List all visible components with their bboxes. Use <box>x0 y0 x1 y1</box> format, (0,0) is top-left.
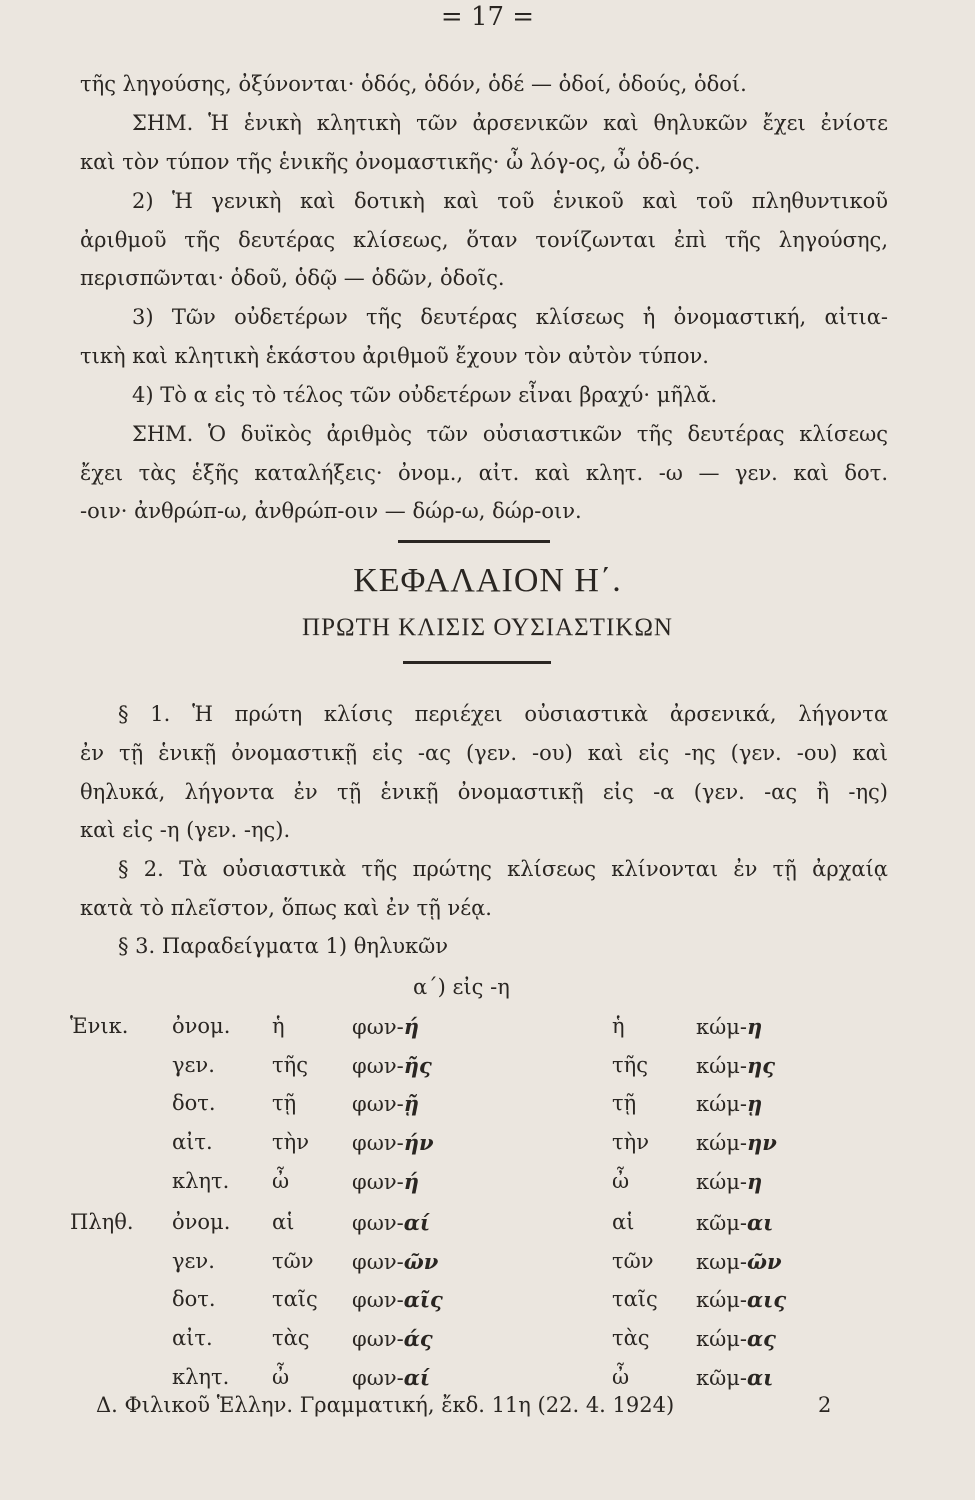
word-stem: κῶμ- <box>696 1366 747 1390</box>
word-stem: φων- <box>352 1015 404 1039</box>
article: τῇ <box>612 1091 637 1115</box>
section-line: ἐν τῇ ἑνικῇ ὀνομαστικῇ εἰς -ας (γεν. -ου) καὶ εἰς -ης (γεν. -ου) καὶ <box>80 741 888 765</box>
declined-word <box>352 1093 419 1115</box>
word-ending: ῶν <box>403 1249 439 1274</box>
declined-word <box>352 1251 438 1273</box>
word-stem: κώμ- <box>696 1288 747 1312</box>
article: τὴν <box>272 1130 309 1154</box>
declined-word <box>352 1016 419 1038</box>
case-label: γεν. <box>172 1249 215 1273</box>
case-label: κλητ. <box>172 1365 230 1389</box>
word-stem: φων- <box>352 1327 404 1351</box>
word-ending: ῃ <box>747 1091 763 1116</box>
case-label: κλητ. <box>172 1169 230 1193</box>
word-stem: κώμ- <box>696 1092 747 1116</box>
declined-word <box>352 1212 430 1234</box>
number-label: Πληθ. <box>70 1210 134 1234</box>
text-line: ἀριθμοῦ τῆς δευτέρας κλίσεως, ὅταν τονίζωνται ἐπὶ τῆς ληγούσης, <box>80 228 888 252</box>
word-ending: ην <box>747 1130 777 1155</box>
word-ending: ή <box>403 1169 419 1194</box>
declined-word <box>352 1055 432 1077</box>
text-line: 2) Ἡ γενικὴ καὶ δοτικὴ καὶ τοῦ ἑνικοῦ καὶ τοῦ πληθυντικοῦ <box>132 189 888 213</box>
text-line: 4) Τὸ α εἰς τὸ τέλος τῶν οὐδετέρων εἶναι βραχύ· μῆλᾰ. <box>132 383 718 407</box>
article: τῆς <box>612 1053 648 1077</box>
declined-word <box>696 1289 786 1311</box>
text-line: 3) Τῶν οὐδετέρων τῆς δευτέρας κλίσεως ἡ ὀνομαστική, αἰτια- <box>132 305 888 329</box>
article: ὦ <box>612 1169 630 1193</box>
declined-word <box>696 1171 762 1193</box>
word-ending: άς <box>403 1326 433 1351</box>
word-stem: κώμ- <box>696 1170 747 1194</box>
word-stem: κώμ- <box>696 1327 747 1351</box>
word-stem: φων- <box>352 1366 404 1390</box>
text-line: τῆς ληγούσης, ὀξύνονται· ὁδός, ὁδόν, ὁδέ — ὁδοί, ὁδούς, ὁδοί. <box>80 72 747 96</box>
section-line: κατὰ τὸ πλεῖστον, ὅπως καὶ ἐν τῇ νέᾳ. <box>80 896 492 920</box>
article: ταῖς <box>272 1287 318 1311</box>
article: αἱ <box>272 1210 295 1234</box>
word-stem: φων- <box>352 1092 404 1116</box>
case-label: γεν. <box>172 1053 215 1077</box>
word-ending: αι <box>747 1210 774 1235</box>
word-ending: ή <box>403 1014 419 1039</box>
word-stem: φων- <box>352 1211 404 1235</box>
declined-word <box>696 1328 776 1350</box>
article: αἱ <box>612 1210 635 1234</box>
declined-word <box>352 1171 419 1193</box>
word-stem: κώμ- <box>696 1054 747 1078</box>
word-stem: κώμ- <box>696 1131 747 1155</box>
page-number: = 17 = <box>440 2 535 32</box>
case-label: δοτ. <box>172 1287 216 1311</box>
declined-word <box>696 1212 773 1234</box>
article: ταῖς <box>612 1287 658 1311</box>
article: ἡ <box>612 1014 625 1038</box>
section-line: § 2. Τὰ οὐσιαστικὰ τῆς πρώτης κλίσεως κλίνονται ἐν τῇ ἀρχαίᾳ <box>118 857 888 881</box>
declined-word <box>352 1367 430 1389</box>
article: ὦ <box>612 1365 630 1389</box>
case-label: αἰτ. <box>172 1130 213 1154</box>
section-line: § 3. Παραδείγματα 1) θηλυκῶν <box>118 934 449 958</box>
word-ending: αῖς <box>403 1287 443 1312</box>
table-subheading: α΄) εἰς -η <box>413 975 510 999</box>
section-line: θηλυκά, λήγοντα ἐν τῇ ἑνικῇ ὀνομαστικῇ εἰς -α (γεν. -ας ἢ -ης) <box>80 780 888 804</box>
word-stem: κῶμ- <box>696 1211 747 1235</box>
article: τῶν <box>272 1249 314 1273</box>
word-stem: φων- <box>352 1288 404 1312</box>
word-stem: φων- <box>352 1170 404 1194</box>
text-line: -οιν· ἀνθρώπ-ω, ἀνθρώπ-οιν — δώρ-ω, δώρ-οιν. <box>80 499 582 523</box>
text-line: ἔχει τὰς ἑξῆς καταλήξεις· ὀνομ., αἰτ. καὶ κλητ. -ω — γεν. καὶ δοτ. <box>80 461 888 485</box>
divider <box>403 661 551 664</box>
word-ending: ῇ <box>403 1091 419 1116</box>
word-ending: ῶν <box>747 1249 782 1274</box>
text-line: ΣΗΜ. Ἡ ἑνικὴ κλητικὴ τῶν ἀρσενικῶν καὶ θηλυκῶν ἔχει ἐνίοτε <box>132 111 888 135</box>
number-label: Ἑνικ. <box>70 1014 129 1038</box>
word-stem: φων- <box>352 1250 404 1274</box>
text-line: τικὴ καὶ κλητικὴ ἑκάστου ἀριθμοῦ ἔχουν τὸν αὐτὸν τύπον. <box>80 344 709 368</box>
footer-signature-mark: 2 <box>818 1393 832 1417</box>
word-ending: αί <box>403 1210 431 1235</box>
word-ending: αί <box>403 1365 431 1390</box>
footer-citation: Δ. Φιλικοῦ Ἑλλην. Γραμματική, ἔκδ. 11η (22. 4. 1924) <box>96 1393 675 1417</box>
word-stem: κώμ- <box>696 1015 747 1039</box>
word-ending: η <box>747 1014 763 1039</box>
article: ὦ <box>272 1169 290 1193</box>
word-ending: αι <box>747 1365 774 1390</box>
word-ending: ῆς <box>403 1053 432 1078</box>
word-ending: αις <box>747 1287 787 1312</box>
declined-word <box>352 1132 434 1154</box>
text-line: ΣΗΜ. Ὁ δυϊκὸς ἀριθμὸς τῶν οὐσιαστικῶν τῆς δευτέρας κλίσεως <box>132 422 888 446</box>
article: τῇ <box>272 1091 297 1115</box>
divider <box>398 540 550 543</box>
declined-word <box>696 1016 762 1038</box>
word-ending: ης <box>747 1053 776 1078</box>
article: τῶν <box>612 1249 654 1273</box>
text-line: περισπῶνται· ὁδοῦ, ὁδῷ — ὁδῶν, ὁδοῖς. <box>80 266 505 290</box>
word-stem: κωμ- <box>696 1250 747 1274</box>
declined-word <box>696 1132 777 1154</box>
word-stem: φων- <box>352 1131 404 1155</box>
declined-word <box>696 1055 775 1077</box>
word-ending: ήν <box>403 1130 434 1155</box>
declined-word <box>352 1328 433 1350</box>
article: ἡ <box>272 1014 285 1038</box>
section-line: § 1. Ἡ πρώτη κλίσις περιέχει οὐσιαστικὰ ἀρσενικά, λήγοντα <box>118 702 888 726</box>
article: τὴν <box>612 1130 649 1154</box>
declined-word <box>696 1093 762 1115</box>
article: τὰς <box>272 1326 310 1350</box>
case-label: αἰτ. <box>172 1326 213 1350</box>
case-label: ὀνομ. <box>172 1014 231 1038</box>
word-ending: ας <box>747 1326 776 1351</box>
chapter-subtitle: ΠΡΩΤΗ ΚΛΙΣΙΣ ΟΥΣΙΑΣΤΙΚΩΝ <box>302 614 673 641</box>
article: ὦ <box>272 1365 290 1389</box>
declined-word <box>352 1289 443 1311</box>
article: τὰς <box>612 1326 650 1350</box>
declined-word <box>696 1367 773 1389</box>
word-stem: φων- <box>352 1054 404 1078</box>
case-label: ὀνομ. <box>172 1210 231 1234</box>
declined-word <box>696 1251 782 1273</box>
chapter-title: ΚΕΦΑΛΑΙΟΝ Η΄. <box>353 562 622 599</box>
word-ending: η <box>747 1169 763 1194</box>
section-line: καὶ εἰς -η (γεν. -ης). <box>80 818 291 842</box>
article: τῆς <box>272 1053 308 1077</box>
case-label: δοτ. <box>172 1091 216 1115</box>
text-line: καὶ τὸν τύπον τῆς ἑνικῆς ὀνομαστικῆς· ὦ λόγ-ος, ὦ ὁδ-ός. <box>80 150 701 174</box>
